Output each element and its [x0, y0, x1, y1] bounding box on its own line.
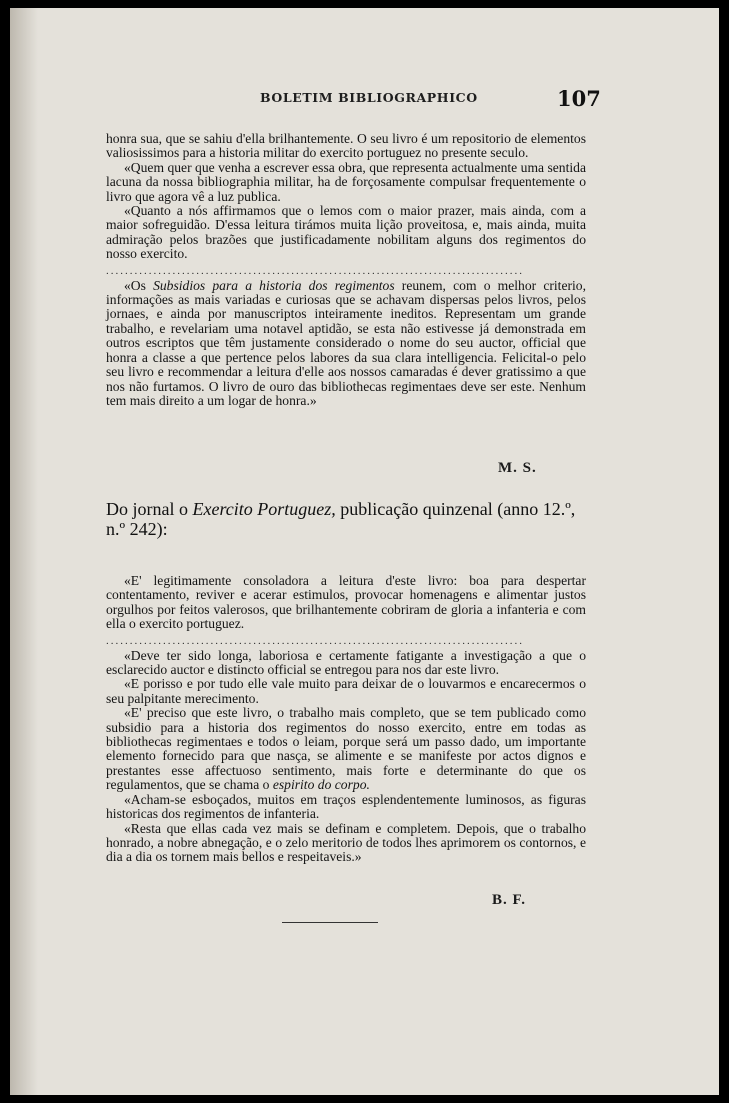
paragraph: «Acham-se esboçados, muitos em traços esplendentemente luminosos, as figuras historicas dos regimentos de infanteria. — [106, 791, 586, 822]
ellipsis-separator: ........................................................................................ — [106, 635, 524, 647]
review-text-2 — [106, 574, 586, 865]
book-page — [10, 8, 719, 1095]
paragraph: «Quanto a nós affirmamos que o lemos com o maior prazer, mais ainda, com a maior sofreguidão. D'essa leitura tirámos muita lição proveitosa, e, mais ainda, muita admiração pelos brazões que justificadamente nobilitam alguns dos regimentos do nosso exercito. — [106, 203, 586, 262]
book-title: Subsidios para a historia dos regimentos — [153, 277, 395, 293]
paragraph-main: «E' preciso que este livro, o trabalho mais completo, que se tem publicado como subsidio para a historia dos regimentos do nosso exercito, entre em todas as bibliothecas regimentaes e todos o leiam, porque será um passo dado, um importante elemento fornecido para que nasça, se alimente e se manifeste por actos dignos e prestantes esse affectuoso sentimento, mais forte e determinante do que os regulamentos, que se chama o — [106, 705, 586, 793]
page-number: 107 — [557, 86, 601, 111]
paragraph: «E porisso e por tudo elle vale muito para deixar de o louvarmos e encarecermos o seu palpitante merecimento. — [106, 676, 586, 706]
section-heading — [106, 499, 588, 539]
page-binding-shadow — [10, 8, 38, 1095]
journal-title: Exercito Portuguez, — [192, 499, 336, 519]
paragraph: «Quem quer que venha a escrever essa obra, que representa actualmente uma sentida lacuna da nossa bibliographia militar, ha de forçosamente compulsar frequentemente o livro que agora vê a luz publica. — [106, 159, 586, 204]
paragraph: honra sua, que se sahiu d'ella brilhantemente. O seu livro é um repositorio de elementos valiosissimos para a historia militar do exercito portuguez no presente seculo. — [106, 131, 586, 161]
paragraph: «E' legitimamente consoladora a leitura d'este livro: boa para despertar contentamento, reviver e acerar estimulos, provocar homenagens e alimentar justos orgulhos por feitos valerosos, que brilhantemente cobriram de gloria a infanteria e com ella o exercito portuguez. — [106, 573, 586, 632]
ellipsis-separator: ........................................................................................ — [106, 265, 524, 277]
paragraph: «Resta que ellas cada vez mais se definam e completem. Depois, que o trabalho honrado, a nobre abnegação, e o zelo meritorio de todos lhes aprimorem os contornos, e dia a dia os tornem mais bellos e respeitaveis.» — [106, 820, 586, 865]
paragraph-rest: reunem, com o melhor criterio, informações as mais variadas e curiosas que se achavam dispersas pelos livros, pelos jornaes, e ainda por manuscriptos inteiramente ineditos. Representam um grande trabalho, e revelariam uma notavel aptidão, se esta não estivesse já demonstrada em outros escriptos que têm justamente considerado o nome do seu auctor, official que honra a classe a que pertence pelos labores da sua clara intelligencia. Felicital-o pelo seu livro e recommendar a leitura d'elle aos nossos camaradas é dever gratissimo a que nos não furtamos. O livro de ouro das bibliothecas regimentaes deve ser este. Nenhum tem mais direito a um logar de honra.» — [106, 277, 586, 408]
running-header: BOLETIM BIBLIOGRAPHICO — [260, 90, 478, 105]
signature-ms: M. S. — [498, 460, 537, 476]
paragraph: «Deve ter sido longa, laboriosa e certamente fatigante a investigação a que o esclarecido auctor e distincto official se entregou para nos dar este livro. — [106, 647, 586, 678]
heading-prefix: Do jornal o — [106, 499, 193, 519]
heading-suffix: publicação quinzenal (anno 12.º, n.º 242): — [106, 499, 576, 539]
closing-rule — [282, 922, 378, 923]
signature-bf: B. F. — [492, 892, 527, 908]
quote-open: «Os — [124, 277, 154, 293]
review-text-1 — [106, 132, 586, 408]
paragraph — [106, 706, 586, 792]
paragraph — [106, 279, 586, 409]
italic-phrase: espirito do corpo. — [272, 777, 370, 793]
